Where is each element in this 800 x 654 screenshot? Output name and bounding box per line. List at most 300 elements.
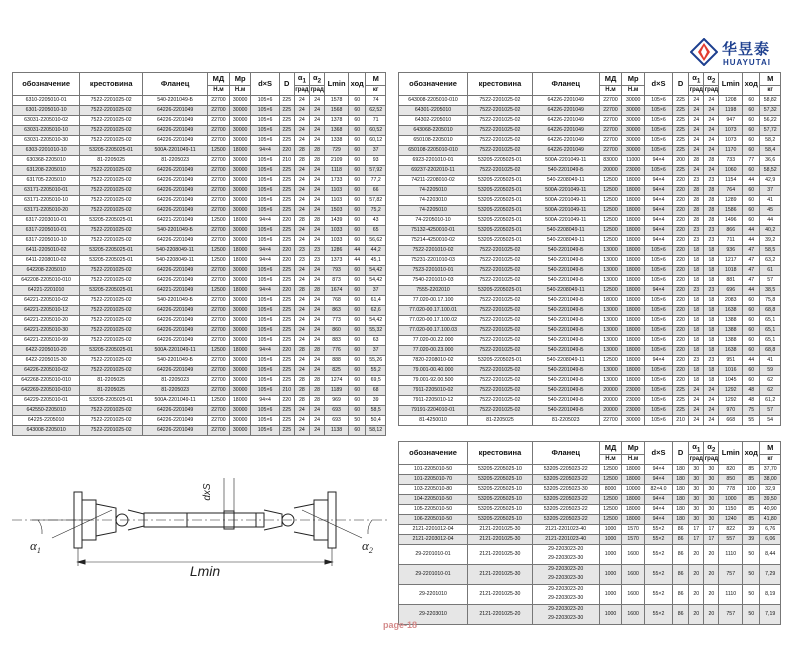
- table-cell: 86: [673, 584, 689, 604]
- table-cell: 7522-2201025-02: [80, 295, 143, 305]
- table-cell: 64226-2201049: [143, 405, 208, 415]
- table-cell: 540-2201049-Б: [143, 295, 208, 305]
- table-cell: 53205-2205025-01: [468, 185, 533, 195]
- table-cell: 7522-2201025-02: [80, 235, 143, 245]
- table-cell: 60: [349, 365, 366, 375]
- table-cell: 105×6: [251, 225, 279, 235]
- table-cell: 23: [689, 235, 704, 245]
- table-row: [399, 474, 781, 484]
- table-cell: 18000: [622, 205, 645, 215]
- table-cell: 105×6: [251, 305, 279, 315]
- table-cell: 53205-2205025-01: [468, 235, 533, 245]
- table-cell: 7522-2201025-02: [80, 195, 143, 205]
- table-row: [13, 295, 386, 305]
- table-cell: 53205-2205025-10: [468, 484, 533, 494]
- table-cell: 24: [310, 365, 325, 375]
- table-cell: 881: [719, 275, 743, 285]
- table-cell: 20: [689, 604, 704, 624]
- table-cell: 225: [279, 175, 294, 185]
- table-cell: 22700: [208, 385, 230, 395]
- table-cell: 81-2205025: [468, 415, 533, 425]
- table-cell: 64226-2201049: [143, 425, 208, 435]
- table-cell: 36,6: [760, 155, 781, 165]
- unit-mass: кг: [366, 85, 386, 95]
- table-cell: 24: [704, 145, 719, 155]
- table-cell: 63: [366, 335, 386, 345]
- table-cell: 225: [279, 335, 294, 345]
- table-cell: 225: [279, 235, 294, 245]
- table-cell: 557: [719, 534, 743, 544]
- table-cell: 94×4: [644, 514, 672, 524]
- table-cell: 30000: [229, 405, 251, 415]
- col-designation: обозначение: [399, 442, 468, 465]
- table-cell: 540-2208049-11: [532, 225, 599, 235]
- table-cell: 2121-2201023-40: [532, 524, 599, 534]
- table-cell: 12500: [599, 355, 622, 365]
- table-row: [399, 584, 781, 604]
- table-cell: 540-2208049-11: [532, 175, 599, 185]
- table-row: [399, 464, 781, 474]
- table-cell: 7522-2201025-02: [468, 245, 533, 255]
- col-dxs: d×S: [644, 442, 672, 465]
- table-cell: 64226-2201049: [143, 325, 208, 335]
- table-cell: 12500: [208, 285, 230, 295]
- table-cell: 225: [279, 275, 294, 285]
- table-cell: 41: [760, 355, 781, 365]
- table-cell: 696: [719, 285, 743, 295]
- table-row: [13, 195, 386, 205]
- unit-md: Н.м: [599, 454, 622, 464]
- col-stroke: ход: [743, 442, 760, 465]
- table-cell: 60: [349, 325, 366, 335]
- table-cell: 60: [743, 195, 760, 205]
- table-cell: 28: [689, 215, 704, 225]
- table-cell: 60: [743, 325, 760, 335]
- table-cell: 30000: [229, 95, 251, 105]
- table-cell: 540-2201049-Б: [143, 355, 208, 365]
- table-cell: 55×2: [644, 564, 672, 584]
- table-cell: 2121-2201012-04: [399, 524, 468, 534]
- table-cell: 24: [294, 425, 309, 435]
- table-cell: 94×4: [644, 355, 672, 365]
- table-cell: 225: [279, 425, 294, 435]
- table-cell: 57,72: [760, 125, 781, 135]
- table-cell: 768: [325, 295, 349, 305]
- table-cell: 23: [294, 245, 309, 255]
- table-cell: 540-2208049-11: [532, 235, 599, 245]
- table-cell: 64226-2201049: [143, 205, 208, 215]
- col-mp: Мр: [229, 73, 251, 86]
- table-cell: 60: [349, 395, 366, 405]
- table-cell: 7522-2201025-02: [468, 135, 533, 145]
- table-cell: 30000: [229, 265, 251, 275]
- table-cell: 105×6: [644, 295, 672, 305]
- table-cell: 105×6: [644, 365, 672, 375]
- table-cell: 44: [743, 355, 760, 365]
- table-cell: 105×6: [644, 275, 672, 285]
- table-cell: 18: [704, 275, 719, 285]
- table-cell: 1189: [325, 385, 349, 395]
- table-cell: 30000: [229, 235, 251, 245]
- table-cell: 30: [689, 494, 704, 504]
- table-cell: 24: [689, 405, 704, 415]
- table-row: [399, 125, 781, 135]
- table-cell: 225: [279, 195, 294, 205]
- table-cell: 60: [743, 305, 760, 315]
- table-cell: 75231-2201010-03: [399, 255, 468, 265]
- table-cell: 18000: [229, 245, 251, 255]
- table-cell: 86: [673, 564, 689, 584]
- table-cell: 24: [310, 185, 325, 195]
- table-cell: 220: [673, 315, 689, 325]
- table-cell: 773: [325, 315, 349, 325]
- table-row: [13, 135, 386, 145]
- table-cell: 18000: [622, 365, 645, 375]
- table-cell: 642268-2205010-010: [13, 375, 80, 385]
- table-cell: 28: [704, 205, 719, 215]
- table-cell: 18000: [229, 395, 251, 405]
- table-cell: 64226-2201049: [143, 415, 208, 425]
- table-cell: 1033: [325, 225, 349, 235]
- unit-a1: град: [295, 87, 309, 93]
- table-cell: 20: [689, 544, 704, 564]
- table-cell: 500A-2201049-11: [532, 185, 599, 195]
- table-cell: 7522-2201025-02: [80, 135, 143, 145]
- table-cell: 18000: [599, 295, 622, 305]
- table-row: [13, 405, 386, 415]
- table-cell: 18000: [622, 325, 645, 335]
- table-cell: 778: [719, 484, 743, 494]
- table-cell: 94×4: [644, 185, 672, 195]
- table-cell: 55×2: [644, 544, 672, 564]
- table-cell: 12500: [208, 255, 230, 265]
- table-cell: 18000: [622, 355, 645, 365]
- table-cell: 53205-2205025-01: [80, 245, 143, 255]
- table-cell: 7555-2202010: [399, 285, 468, 295]
- table-cell: 180: [673, 494, 689, 504]
- table-cell: 60: [349, 305, 366, 315]
- table-cell: 79.001-00.40.000: [399, 365, 468, 375]
- table-row: [399, 215, 781, 225]
- table-cell: 220: [673, 275, 689, 285]
- table-cell: 63171-2205010-10: [13, 195, 80, 205]
- table-cell: 54,42: [366, 275, 386, 285]
- table-cell: 210: [279, 385, 294, 395]
- table-cell: 81-2205023: [532, 415, 599, 425]
- table-cell: 64226-2201049: [532, 95, 599, 105]
- table-cell: 1103: [325, 185, 349, 195]
- table-cell: 24: [294, 225, 309, 235]
- table-cell: 30000: [229, 415, 251, 425]
- table-cell: 57: [760, 275, 781, 285]
- col-crosspiece: крестовина: [468, 442, 533, 465]
- table-cell: 22700: [208, 355, 230, 365]
- table-cell: 23: [689, 225, 704, 235]
- table-cell: 94×4: [251, 145, 279, 155]
- table-cell: 37: [366, 345, 386, 355]
- table-cell: 24: [310, 335, 325, 345]
- table-cell: 22700: [208, 305, 230, 315]
- table-cell: 220: [673, 175, 689, 185]
- table-cell: 7522-2201025-02: [468, 405, 533, 415]
- table-cell: 57: [760, 405, 781, 415]
- table-cell: 53205-2205025-01: [468, 285, 533, 295]
- table-cell: 24: [294, 265, 309, 275]
- table-cell: 13000: [599, 335, 622, 345]
- table-cell: 6303-2201010-10: [13, 145, 80, 155]
- table-cell: 225: [673, 105, 689, 115]
- table-cell: 64226-2201049: [143, 175, 208, 185]
- table-cell: 7522-2201025-02: [468, 345, 533, 355]
- table-cell: 53205-2205023-30: [532, 484, 599, 494]
- table-cell: 729: [325, 145, 349, 155]
- table-row: [13, 335, 386, 345]
- table-cell: 22700: [599, 105, 622, 115]
- table-cell: 60: [743, 205, 760, 215]
- table-cell: 225: [279, 125, 294, 135]
- table-cell: 94×4: [644, 155, 672, 165]
- table-cell: 7522-2201025-02: [468, 95, 533, 105]
- table-cell: 7522-2201025-02: [80, 335, 143, 345]
- table-cell: 47: [743, 255, 760, 265]
- table-cell: 540-2201049-Б: [532, 345, 599, 355]
- table-cell: 22700: [208, 155, 230, 165]
- table-cell: 60: [349, 155, 366, 165]
- table-cell: 28: [689, 195, 704, 205]
- table-cell: 53205-2205023-22: [532, 504, 599, 514]
- table-cell: 643008-2205010: [13, 425, 80, 435]
- table-cell: 58,12: [366, 425, 386, 435]
- table-cell: 30000: [229, 115, 251, 125]
- table-cell: 29-2203023-20 29-2203023-30: [532, 604, 599, 624]
- table-cell: 1289: [719, 195, 743, 205]
- table-cell: 18000: [622, 514, 645, 524]
- table-cell: 50: [743, 544, 760, 564]
- table-cell: 60: [743, 295, 760, 305]
- table-cell: 60: [349, 95, 366, 105]
- table-cell: 20: [704, 544, 719, 564]
- col-d: D: [279, 73, 294, 96]
- table-cell: 63171-2205010-20: [13, 205, 80, 215]
- table-cell: 60: [349, 115, 366, 125]
- table-cell: 18000: [622, 464, 645, 474]
- table-cell: 225: [673, 145, 689, 155]
- table-cell: 18000: [622, 275, 645, 285]
- table-cell: 22700: [208, 105, 230, 115]
- table-cell: 7522-2201025-02: [80, 305, 143, 315]
- table-row: [399, 135, 781, 145]
- table-cell: 30000: [622, 95, 645, 105]
- table-cell: 18: [689, 275, 704, 285]
- table-cell: 77.020-00.17.100.02: [399, 315, 468, 325]
- table-cell: 105×6: [251, 175, 279, 185]
- table-cell: 75214-4250010-02: [399, 235, 468, 245]
- table-cell: 64226-2201049: [143, 235, 208, 245]
- table-cell: 64226-2201049: [532, 105, 599, 115]
- col-a2: $\alpha_2$: [310, 73, 325, 86]
- table-cell: 81-2205025: [80, 375, 143, 385]
- table-cell: 970: [719, 405, 743, 415]
- table-cell: 18000: [622, 285, 645, 295]
- table-cell: 64226-2205010-02: [13, 365, 80, 375]
- table-cell: 23000: [622, 165, 645, 175]
- table-cell: 18: [689, 255, 704, 265]
- table-cell: 1118: [325, 165, 349, 175]
- table-cell: 41,80: [760, 514, 781, 524]
- table-cell: 64221-2205010-99: [13, 335, 80, 345]
- shaft-table-bottom: [398, 441, 781, 625]
- table-cell: 106-2205010-50: [399, 514, 468, 524]
- table-cell: 1388: [719, 335, 743, 345]
- table-row: [399, 395, 781, 405]
- table-cell: 540-2201049-Б: [532, 295, 599, 305]
- table-cell: 24: [310, 125, 325, 135]
- table-cell: 75132-4250010-01: [399, 225, 468, 235]
- table-cell: 28: [294, 395, 309, 405]
- table-row: [399, 514, 781, 524]
- table-cell: 22700: [208, 225, 230, 235]
- table-cell: 64226-2201049: [532, 145, 599, 155]
- unit-mp: Н.м: [229, 85, 251, 95]
- table-cell: 22700: [599, 415, 622, 425]
- table-cell: 540-2201049-Б: [532, 165, 599, 175]
- table-cell: 24: [704, 165, 719, 175]
- table-cell: 500A-2201049-11: [143, 345, 208, 355]
- table-cell: 65: [366, 225, 386, 235]
- table-cell: 60: [743, 365, 760, 375]
- table-cell: 540-2201049-Б: [532, 315, 599, 325]
- table-cell: 105×6: [644, 345, 672, 355]
- table-cell: 56,62: [366, 235, 386, 245]
- table-cell: 225: [279, 165, 294, 175]
- table-cell: 18: [704, 365, 719, 375]
- table-cell: 94×4: [644, 215, 672, 225]
- table-cell: 1000: [599, 544, 622, 564]
- table-cell: 11000: [622, 155, 645, 165]
- table-cell: 53205-2205025-01: [80, 345, 143, 355]
- table-cell: 1439: [325, 215, 349, 225]
- table-cell: 39: [743, 524, 760, 534]
- table-cell: 60: [743, 95, 760, 105]
- table-cell: 62: [760, 375, 781, 385]
- table-cell: 7522-2201025-02: [80, 175, 143, 185]
- table-cell: 180: [673, 514, 689, 524]
- table-cell: 7522-2201025-02: [468, 145, 533, 155]
- table-cell: 29-2203010: [399, 604, 468, 624]
- col-designation: обозначение: [13, 73, 80, 96]
- table-cell: 60: [349, 175, 366, 185]
- table-cell: 38,00: [760, 474, 781, 484]
- table-cell: 53205-2205025-10: [468, 474, 533, 484]
- table-cell: 13000: [599, 275, 622, 285]
- table-cell: 1000: [599, 534, 622, 544]
- table-cell: 12500: [599, 494, 622, 504]
- table-cell: 500A-2201049-11: [532, 205, 599, 215]
- table-cell: 24: [689, 105, 704, 115]
- table-cell: 18000: [229, 215, 251, 225]
- table-cell: 39,2: [760, 235, 781, 245]
- table-cell: 1198: [719, 105, 743, 115]
- table-cell: 58,82: [760, 95, 781, 105]
- table-cell: 30000: [622, 135, 645, 145]
- cardan-shaft-drawing: [12, 470, 388, 590]
- col-dxs: d×S: [644, 73, 672, 96]
- table-cell: 64221-2201010: [13, 285, 80, 295]
- table-cell: 18000: [622, 245, 645, 255]
- table-cell: 500A-2201049-11: [532, 155, 599, 165]
- table-row: [399, 544, 781, 564]
- table-cell: 180: [673, 484, 689, 494]
- table-cell: 24: [310, 235, 325, 245]
- unit-mass: кг: [760, 85, 781, 95]
- table-cell: 1208: [719, 95, 743, 105]
- table-cell: 60: [743, 105, 760, 115]
- table-cell: 63031-2205010-30: [13, 135, 80, 145]
- table-cell: 85: [743, 494, 760, 504]
- table-cell: 18000: [622, 305, 645, 315]
- table-cell: 105×6: [251, 165, 279, 175]
- table-cell: 22700: [208, 175, 230, 185]
- col-designation: обозначение: [399, 73, 468, 96]
- table-cell: 74-2205010-10: [399, 215, 468, 225]
- table-cell: 225: [279, 295, 294, 305]
- table-cell: 1578: [325, 95, 349, 105]
- col-stroke: ход: [349, 73, 366, 96]
- table-cell: 24: [310, 135, 325, 145]
- table-cell: 20: [704, 564, 719, 584]
- table-cell: 30: [704, 484, 719, 494]
- table-cell: 38,5: [760, 285, 781, 295]
- col-lmin: Lmin: [325, 73, 349, 96]
- table-cell: 24: [310, 425, 325, 435]
- table-cell: 86: [673, 604, 689, 624]
- table-row: [399, 225, 781, 235]
- table-cell: 105×6: [251, 295, 279, 305]
- table-cell: 13000: [599, 325, 622, 335]
- table-cell: 30: [704, 464, 719, 474]
- table-cell: 30000: [229, 105, 251, 115]
- table-cell: 225: [673, 165, 689, 175]
- col-crosspiece: крестовина: [80, 73, 143, 96]
- table-cell: 22700: [208, 295, 230, 305]
- table-cell: 1600: [622, 584, 645, 604]
- table-cell: 30000: [229, 375, 251, 385]
- table-cell: 60: [349, 355, 366, 365]
- table-cell: 105×6: [251, 195, 279, 205]
- table-cell: 225: [279, 415, 294, 425]
- table-row: [399, 504, 781, 514]
- table-cell: 630368-2205010: [13, 155, 80, 165]
- table-cell: 60: [743, 185, 760, 195]
- table-cell: 22700: [208, 415, 230, 425]
- table-cell: 94×4: [251, 345, 279, 355]
- table-cell: 225: [673, 95, 689, 105]
- table-cell: 77.020-00.22.000: [399, 335, 468, 345]
- table-cell: 225: [279, 405, 294, 415]
- table-row: [13, 105, 386, 115]
- table-cell: 81-2205023: [143, 385, 208, 395]
- table-row: [13, 95, 386, 105]
- table-cell: 105×6: [644, 315, 672, 325]
- table-cell: 28: [310, 375, 325, 385]
- col-d: D: [673, 73, 689, 96]
- table-cell: 28: [294, 215, 309, 225]
- table-cell: 94×4: [251, 395, 279, 405]
- table-cell: 60: [743, 165, 760, 175]
- table-cell: 94×4: [644, 175, 672, 185]
- table-cell: 24: [294, 205, 309, 215]
- table-cell: 200: [673, 155, 689, 165]
